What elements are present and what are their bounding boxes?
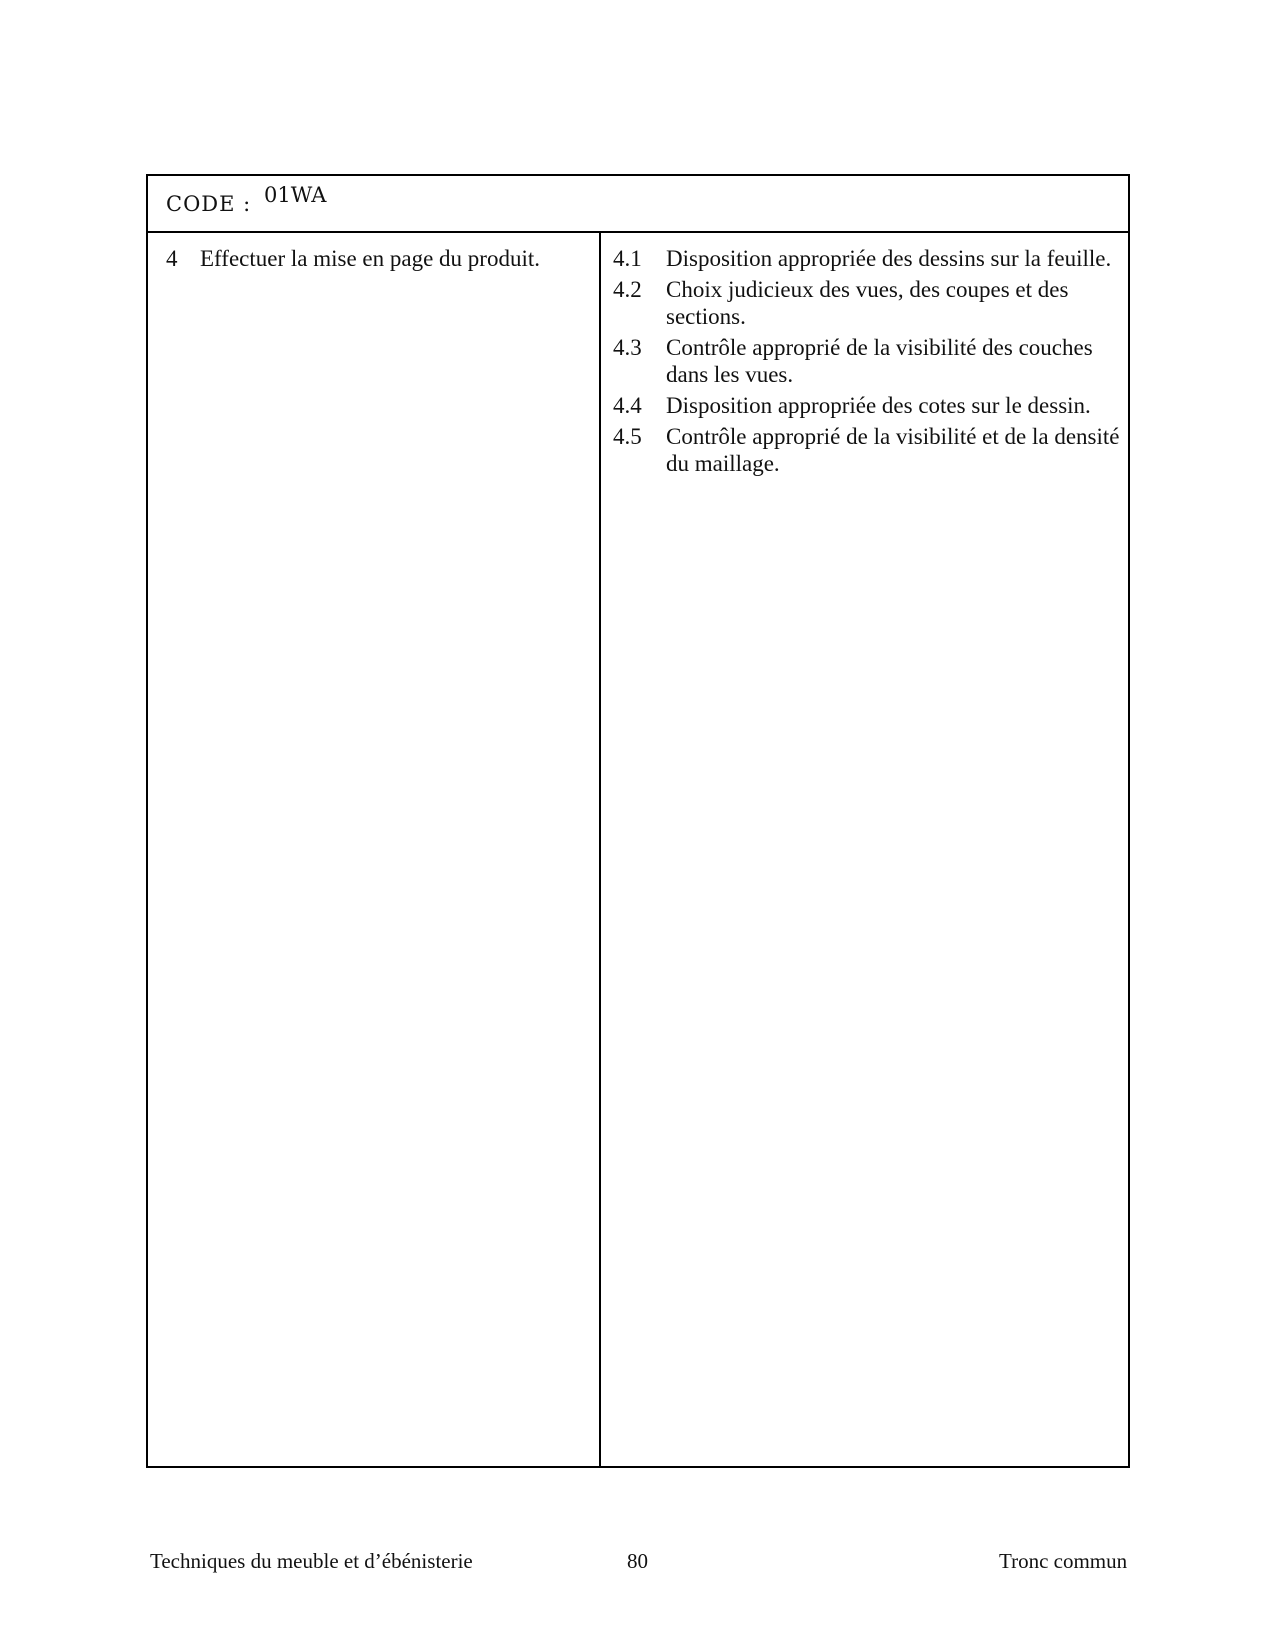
- criterion-number: 4.4: [613, 393, 642, 418]
- code-row: [148, 176, 1128, 233]
- element-number: 4: [166, 246, 178, 271]
- code-label: CODE :: [166, 192, 252, 216]
- code-value: 01WA: [264, 183, 327, 207]
- criterion-number: 4.2: [613, 277, 642, 302]
- criterion-number: 4.5: [613, 424, 642, 449]
- criterion-text: Contrôle approprié de la visibilité des couches dans les vues.: [666, 335, 1093, 387]
- criterion-item: [613, 423, 1125, 477]
- criteria-cell: [613, 245, 1125, 481]
- footer-section: Tronc commun: [999, 1549, 1128, 1573]
- competency-table: [146, 174, 1130, 1468]
- column-divider: [599, 231, 601, 1466]
- criterion-item: [613, 276, 1125, 330]
- element-cell: [166, 245, 586, 272]
- criterion-item: [613, 334, 1125, 388]
- footer-program-title: Techniques du meuble et d’ébénisterie: [150, 1549, 473, 1573]
- criterion-item: [613, 392, 1125, 419]
- criterion-item: [613, 245, 1125, 272]
- criterion-number: 4.3: [613, 335, 642, 360]
- element-text: Effectuer la mise en page du produit.: [200, 246, 540, 271]
- criterion-text: Contrôle approprié de la visibilité et de la densité du maillage.: [666, 424, 1120, 476]
- criterion-text: Choix judicieux des vues, des coupes et des sections.: [666, 277, 1069, 329]
- criterion-text: Disposition appropriée des cotes sur le dessin.: [666, 393, 1091, 418]
- criterion-number: 4.1: [613, 246, 642, 271]
- criterion-text: Disposition appropriée des dessins sur la feuille.: [666, 246, 1112, 271]
- footer-page-number: 80: [627, 1549, 648, 1573]
